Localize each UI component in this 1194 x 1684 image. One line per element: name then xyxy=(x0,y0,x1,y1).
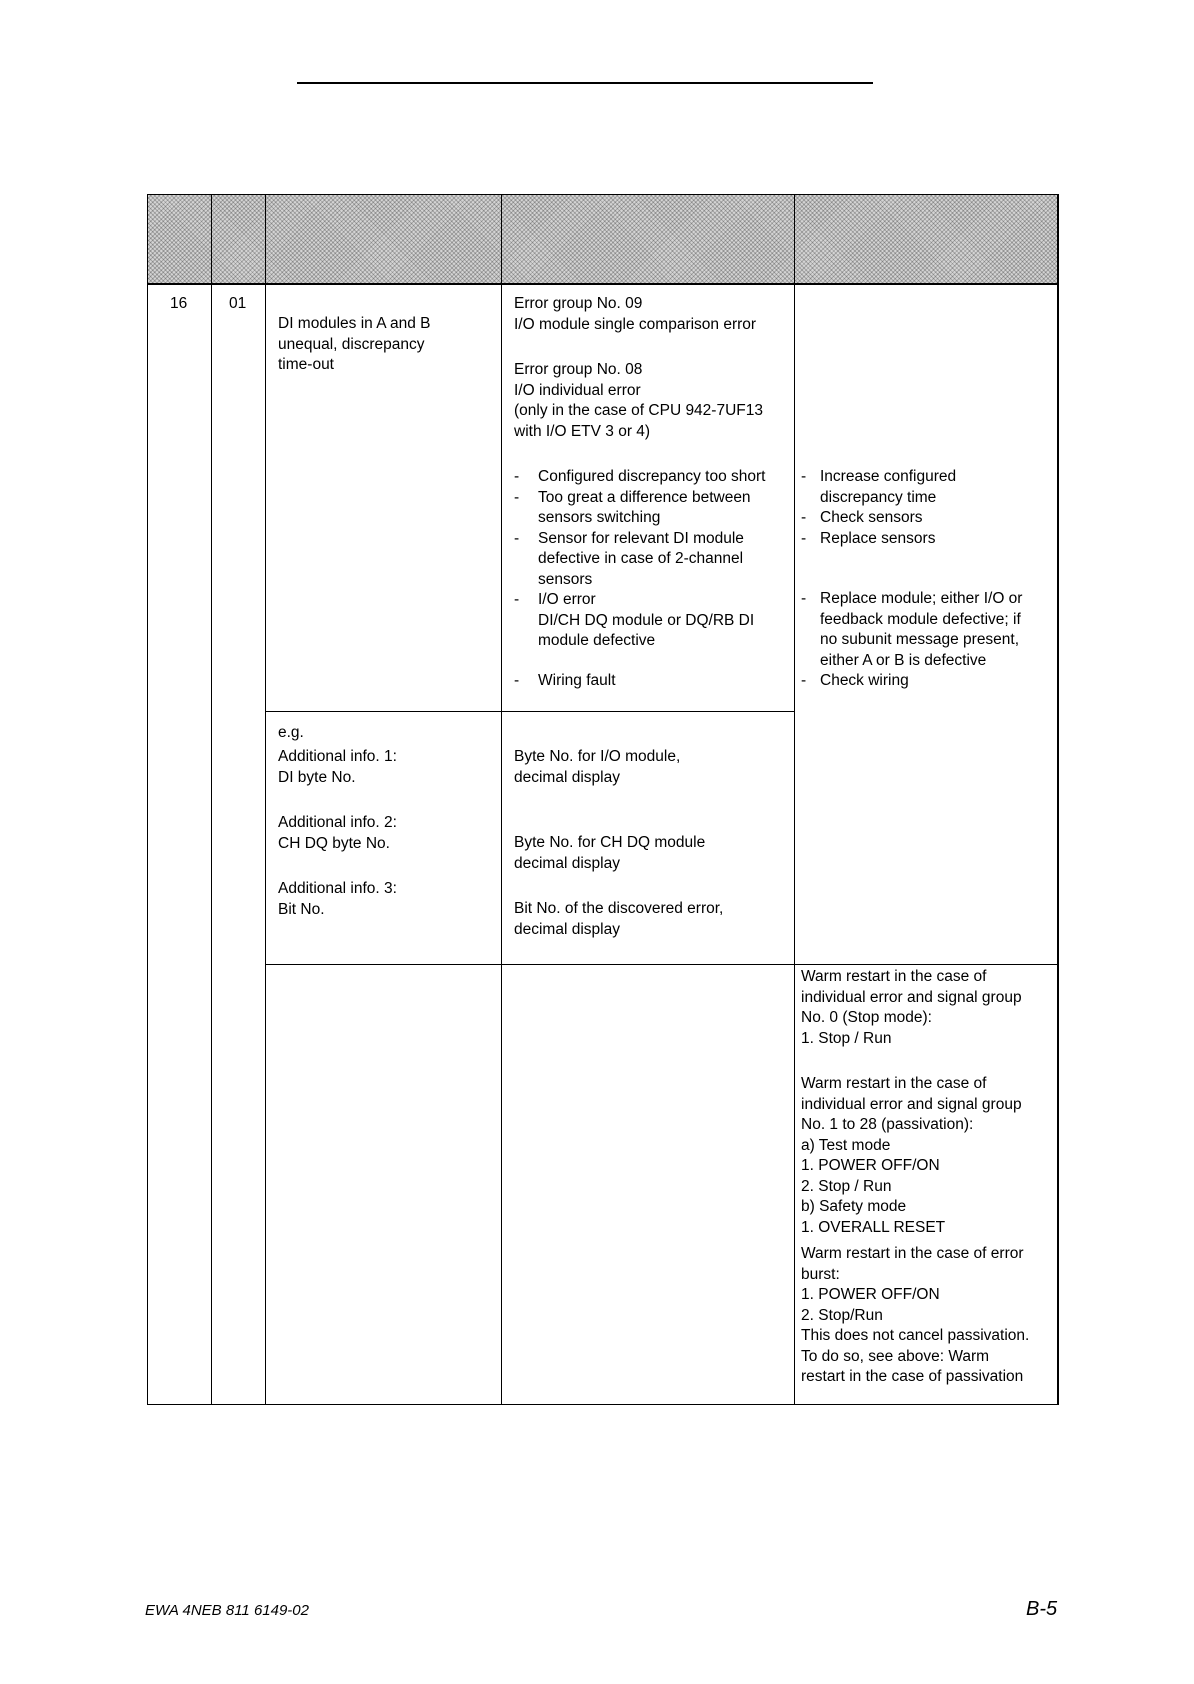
col-divider-3 xyxy=(501,195,502,1404)
row-divider-1 xyxy=(265,711,795,712)
col-divider-4 xyxy=(794,195,795,1404)
list-item: - Increase configured discrepancy time xyxy=(801,468,957,506)
list-item: - I/O error DI/CH DQ module or DQ/RB DI module defective xyxy=(514,591,755,649)
info2-label: Additional info. 2: CH DQ byte No. xyxy=(278,814,397,852)
list-item: - Check sensors xyxy=(801,509,923,526)
cause-title: DI modules in A and B unequal, discrepancy time-out xyxy=(278,315,431,373)
error-group-09: Error group No. 09 I/O module single comparison error xyxy=(514,295,757,333)
header-rule xyxy=(297,82,873,84)
info1-desc: Byte No. for I/O module, decimal display xyxy=(514,748,681,786)
list-item: - Check wiring xyxy=(801,672,909,689)
eg-label: e.g. xyxy=(278,724,304,741)
info2-desc: Byte No. for CH DQ module decimal display xyxy=(514,834,706,872)
sub-code-cell: 01 xyxy=(229,295,247,312)
remedy-list-a xyxy=(801,467,1057,549)
restart-block-2: Warm restart in the case of individual error and signal group No. 1 to 28 (passivation): a) Test mode 1. POWER OFF/ON 2. Stop / Run b) Safety mode 1. OVERALL RESET xyxy=(801,1075,1022,1236)
col-divider-2 xyxy=(265,195,266,1404)
list-item: - Replace module; either I/O or feedback module defective; if no subunit message present, either A or B is defective xyxy=(801,590,1023,669)
info3-label: Additional info. 3: Bit No. xyxy=(278,880,397,918)
info3-desc: Bit No. of the discovered error, decimal display xyxy=(514,900,724,938)
wiring-item xyxy=(514,671,794,692)
list-item: - Configured discrepancy too short xyxy=(514,468,766,485)
remedy-list-b xyxy=(801,589,1057,692)
document-id: EWA 4NEB 811 6149-02 xyxy=(145,1602,309,1619)
restart-block-3: Warm restart in the case of error burst: 1. POWER OFF/ON 2. Stop/Run This does not cancel passivation. To do so, see above: Warm restart in the case of passivation xyxy=(801,1245,1030,1385)
col-divider-1 xyxy=(211,195,212,1404)
list-item: - Replace sensors xyxy=(801,529,936,547)
list-item: - Wiring fault xyxy=(514,672,616,689)
table-header-shaded xyxy=(148,195,1057,285)
list-item: - Too great a difference between sensors switching xyxy=(514,488,751,526)
cause-list xyxy=(514,467,794,652)
page-number: B-5 xyxy=(1026,1598,1058,1620)
error-table xyxy=(147,194,1059,1405)
list-item: - Sensor for relevant DI module defective in case of 2-channel sensors xyxy=(514,529,744,588)
row-divider-2 xyxy=(265,964,1058,965)
error-code-cell: 16 xyxy=(170,295,188,312)
info1-label: Additional info. 1: DI byte No. xyxy=(278,748,397,786)
restart-block-1: Warm restart in the case of individual error and signal group No. 0 (Stop mode): 1. Stop / Run xyxy=(801,968,1022,1047)
error-group-08: Error group No. 08 I/O individual error (only in the case of CPU 942-7UF13 with I/O ETV 3 or 4) xyxy=(514,361,763,440)
